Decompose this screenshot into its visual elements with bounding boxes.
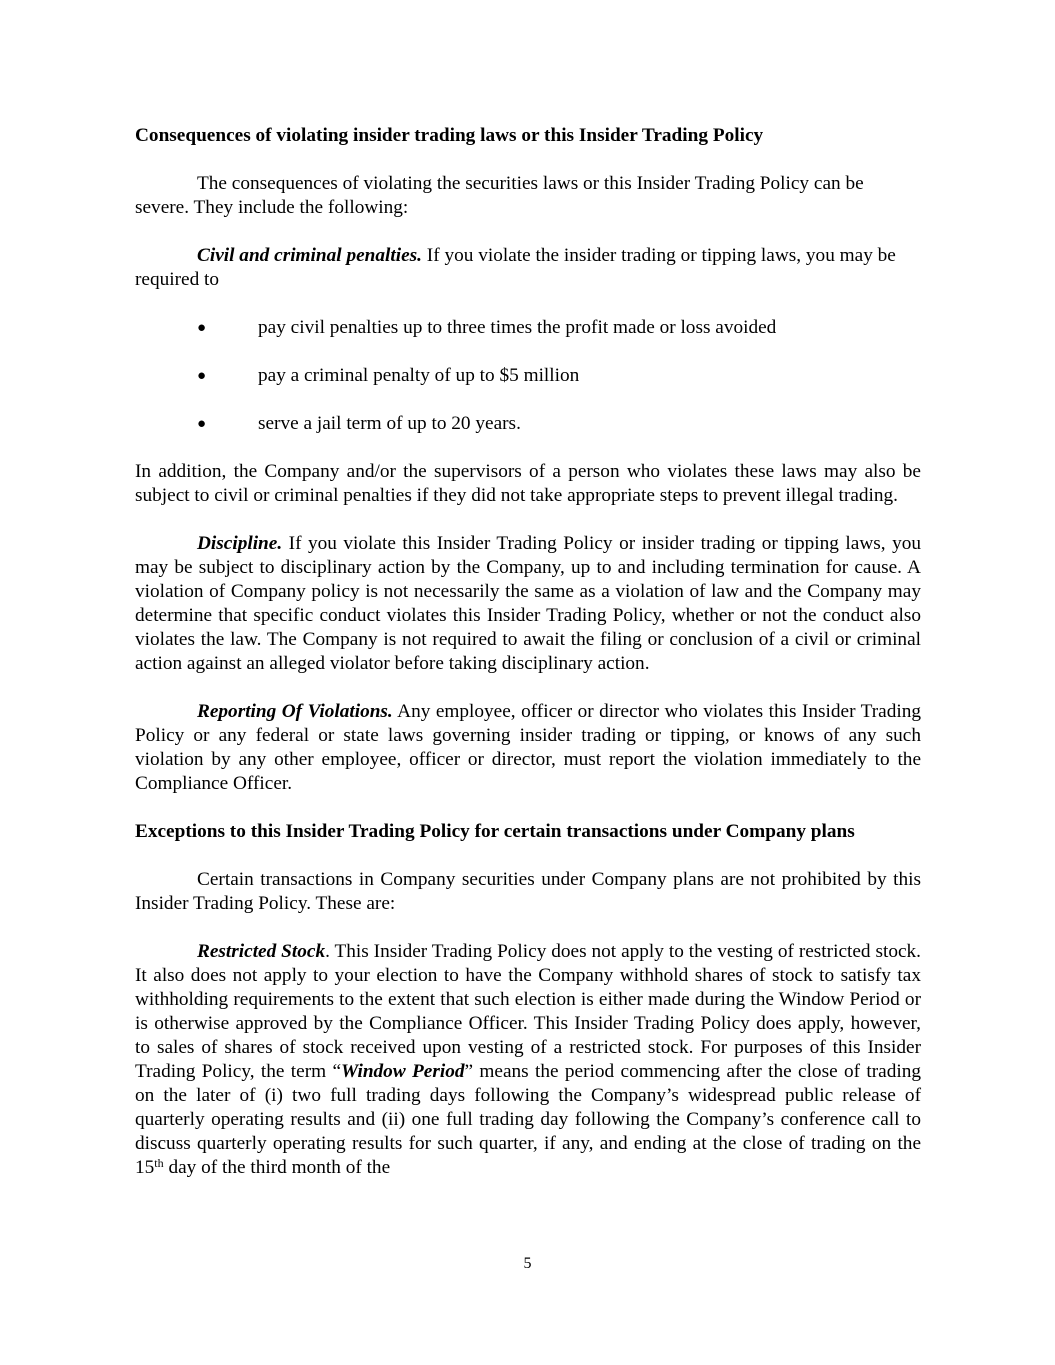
section-heading-consequences: Consequences of violating insider trading laws or this Insider Trading Policy <box>135 125 764 146</box>
discipline-text: If you violate this Insider Trading Policy or insider trading or tipping laws, you may be subject to disciplinary action by the Company, up to and including termination for cause. A violation of Company policy is not necessarily the same as a violation of law and the Company may determine that specific conduct violates this Insider Trading Policy, whether or not the conduct also violates the law. The Company is not required to await the filing or conclusion of a civil or criminal action against an alleged violator before taking disciplinary action. <box>135 533 921 674</box>
restricted-stock-text-continued: ” means the period commencing after the close of trading on the later of (i) two full trading days following the Company’s widespread public release of quarterly operating results and (ii) one full trading day following the Company’s conference call to discuss quarterly operating results for such quarter, if any, and ending at the close of trading on the 15 <box>135 1061 921 1178</box>
list-item <box>135 316 921 340</box>
ordinal-superscript: th <box>154 1156 164 1170</box>
restricted-stock-text: . This Insider Trading Policy does not apply to the vesting of restricted stock. It also does not apply to your election to have the Company withhold shares of stock to satisfy tax withholding requirements to the extent that such election is either made during the Window Period or is otherwise approved by the Compliance Officer. This Insider Trading Policy does apply, however, to sales of shares of stock received upon vesting of a restricted stock. For purposes of this Insider Trading Policy, the term “ <box>135 941 921 1082</box>
document-page <box>135 124 921 1180</box>
bullet-icon: ● <box>197 368 207 384</box>
civil-penalties-title: Civil and criminal penalties. <box>197 245 422 266</box>
section-heading-exceptions: Exceptions to this Insider Trading Policy for certain transactions under Company plans <box>135 821 855 842</box>
penalties-list <box>135 316 921 436</box>
list-item <box>135 364 921 388</box>
window-period-term: Window Period <box>341 1061 465 1082</box>
consequences-intro-paragraph: The consequences of violating the securities laws or this Insider Trading Policy can be severe. They include the following: <box>135 173 864 218</box>
bullet-icon: ● <box>197 320 207 336</box>
reporting-title: Reporting Of Violations. <box>197 701 393 722</box>
discipline-title: Discipline. <box>197 533 283 554</box>
restricted-stock-paragraph <box>135 940 921 1180</box>
civil-penalties-paragraph <box>135 244 921 292</box>
civil-penalties-text: If you violate the insider trading or tipping laws, you may be required to <box>135 245 896 290</box>
restricted-stock-text-end: day of the third month of the <box>163 1157 391 1178</box>
reporting-paragraph <box>135 700 921 796</box>
list-item <box>135 412 921 436</box>
exceptions-intro-paragraph: Certain transactions in Company securities under Company plans are not prohibited by this Insider Trading Policy. These are: <box>135 869 921 914</box>
list-item-text: pay civil penalties up to three times the profit made or loss avoided <box>258 317 777 338</box>
addition-paragraph: In addition, the Company and/or the supervisors of a person who violates these laws may also be subject to civil or criminal penalties if they did not take appropriate steps to prevent illegal trading. <box>135 461 921 506</box>
discipline-paragraph <box>135 532 921 676</box>
list-item-text: pay a criminal penalty of up to $5 million <box>258 365 580 386</box>
reporting-text: Any employee, officer or director who violates this Insider Trading Policy or any federal or state laws governing insider trading or tipping, or knows of any such violation by any other employee, officer or director, must report the violation immediately to the Compliance Officer. <box>135 701 921 794</box>
page-number: 5 <box>523 1255 532 1272</box>
bullet-icon: ● <box>197 416 207 432</box>
list-item-text: serve a jail term of up to 20 years. <box>258 413 521 434</box>
restricted-stock-title: Restricted Stock <box>197 941 326 962</box>
